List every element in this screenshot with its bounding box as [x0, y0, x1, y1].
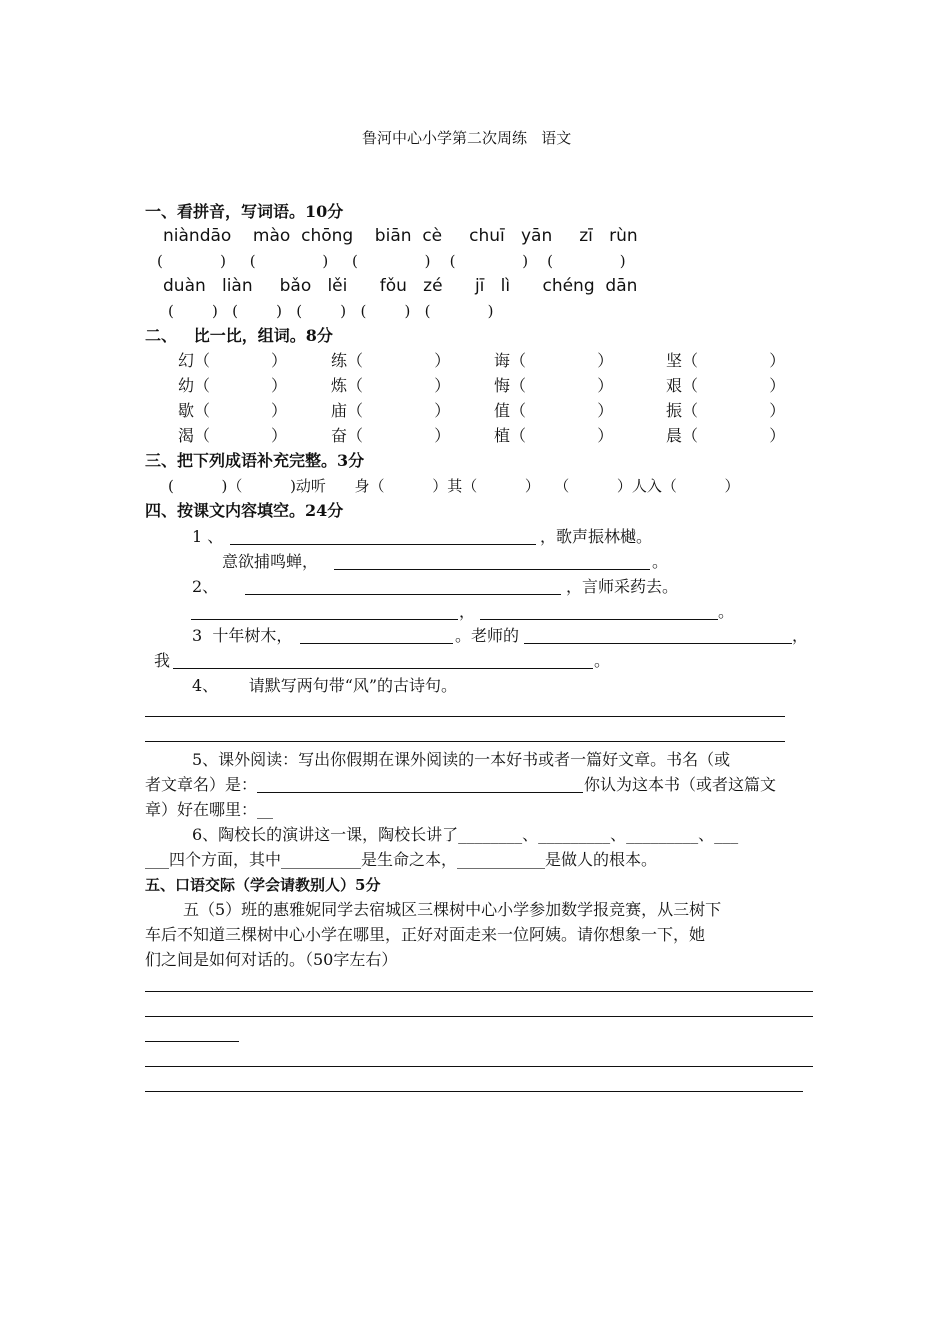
- dialogue-answer-line-1: [145, 991, 813, 992]
- compare-word-cell: 晨（ ）: [666, 426, 786, 445]
- dialogue-answer-line-4: [145, 1066, 813, 1067]
- q4-text: 4、 请默写两句带“风”的古诗句。: [192, 676, 458, 695]
- dialogue-answer-line-2: [145, 1016, 813, 1017]
- q3-blank-b: [524, 643, 792, 644]
- idiom-blanks: ( )（ )动听 身（ ）其（ ） （ ）人入（ ）: [168, 477, 740, 495]
- compare-word-cell: 庙（ ）: [331, 401, 451, 420]
- section3-heading: 三、把下列成语补充完整。3分: [145, 451, 365, 470]
- q2-number: 2、: [192, 577, 219, 596]
- q3-mid: 。老师的: [455, 626, 520, 645]
- compare-word-cell: 诲（ ）: [494, 351, 614, 370]
- q1-line2-blank: [334, 569, 650, 570]
- q2-suffix: ，言师采药去。: [566, 577, 679, 596]
- q4-answer-line-2: [145, 741, 785, 742]
- dialogue-answer-line-3: [145, 1041, 239, 1042]
- q2-line2-end: 。: [718, 602, 735, 621]
- q6-line-2: ___四个方面，其中__________是生命之本，___________是做人的根本。: [145, 850, 658, 869]
- q1-number: 1 、: [192, 527, 224, 546]
- compare-word-cell: 歇（ ）: [178, 401, 288, 420]
- page-title: 鲁河中心小学第二次周练 语文: [362, 129, 572, 147]
- compare-word-cell: 振（ ）: [666, 401, 786, 420]
- section5-heading: 五、口语交际（学会请教别人）5分: [145, 876, 381, 894]
- q5-line-2-prefix: 者文章名）是：: [145, 775, 258, 794]
- q3-comma: ，: [792, 626, 809, 645]
- compare-word-cell: 值（ ）: [494, 401, 614, 420]
- q5-line-2-suffix: 你认为这本书（或者这篇文: [584, 775, 777, 794]
- q2-line2-blank-b: [480, 619, 718, 620]
- compare-word-cell: 幼（ ）: [178, 376, 288, 395]
- section4-heading: 四、按课文内容填空。24分: [145, 501, 344, 520]
- q4-answer-line-1: [145, 716, 785, 717]
- dialogue-answer-line-5: [145, 1091, 803, 1092]
- q3-line2-blank: [173, 668, 593, 669]
- compare-word-cell: 悔（ ）: [494, 376, 614, 395]
- q1-suffix: ，歌声振林樾。: [540, 527, 653, 546]
- q1-blank: [230, 544, 536, 545]
- answer-brackets-row-2: ( ) ( ) ( ) ( ) ( ): [168, 302, 494, 320]
- q3-line2-end: 。: [594, 651, 611, 670]
- q5-book-title-blank: [257, 792, 583, 793]
- section5-paragraph-line-1: 五（5）班的惠雅妮同学去宿城区三棵树中心小学参加数学报竞赛，从三树下: [183, 900, 722, 919]
- answer-brackets-row-1: ( ) ( ) ( ) ( ) ( ): [157, 252, 626, 270]
- q5-line-3: 章）好在哪里：__: [145, 800, 274, 819]
- compare-word-cell: 植（ ）: [494, 426, 614, 445]
- q1-line2-end: 。: [652, 552, 669, 571]
- q2-line2-comma: ，: [459, 602, 476, 621]
- q3-prefix: 3 十年树木，: [192, 626, 293, 645]
- compare-word-cell: 奋（ ）: [331, 426, 451, 445]
- compare-word-cell: 幻（ ）: [178, 351, 288, 370]
- pinyin-row-1: niàndāo mào chōng biān cè chuī yān zī rùn: [163, 226, 638, 246]
- q5-line-1: 5、课外阅读：写出你假期在课外阅读的一本好书或者一篇好文章。书名（或: [192, 750, 731, 769]
- compare-word-cell: 艰（ ）: [666, 376, 786, 395]
- pinyin-row-2: duàn liàn bǎo lěi fǒu zé jī lì chéng dān: [163, 276, 638, 296]
- compare-word-cell: 炼（ ）: [331, 376, 451, 395]
- q3-line2-prefix: 我: [154, 651, 171, 670]
- section2-heading: 二、 比一比，组词。8分: [145, 326, 333, 345]
- section5-paragraph-line-3: 们之间是如何对话的。（50字左右）: [145, 950, 398, 969]
- section5-paragraph-line-2: 车后不知道三棵树中心小学在哪里，正好对面走来一位阿姨。请你想象一下，她: [145, 925, 706, 944]
- q2-line2-blank-a: [191, 619, 458, 620]
- compare-word-cell: 坚（ ）: [666, 351, 786, 370]
- q1-line2-prefix: 意欲捕鸣蝉，: [222, 552, 319, 571]
- section1-heading: 一、看拼音，写词语。10分: [145, 202, 344, 221]
- q2-blank: [245, 594, 561, 595]
- compare-word-cell: 渴（ ）: [178, 426, 288, 445]
- compare-word-cell: 练（ ）: [331, 351, 451, 370]
- q3-blank-a: [300, 643, 453, 644]
- q6-line-1: 6、陶校长的演讲这一课，陶校长讲了________、_________、_________、___: [192, 825, 739, 844]
